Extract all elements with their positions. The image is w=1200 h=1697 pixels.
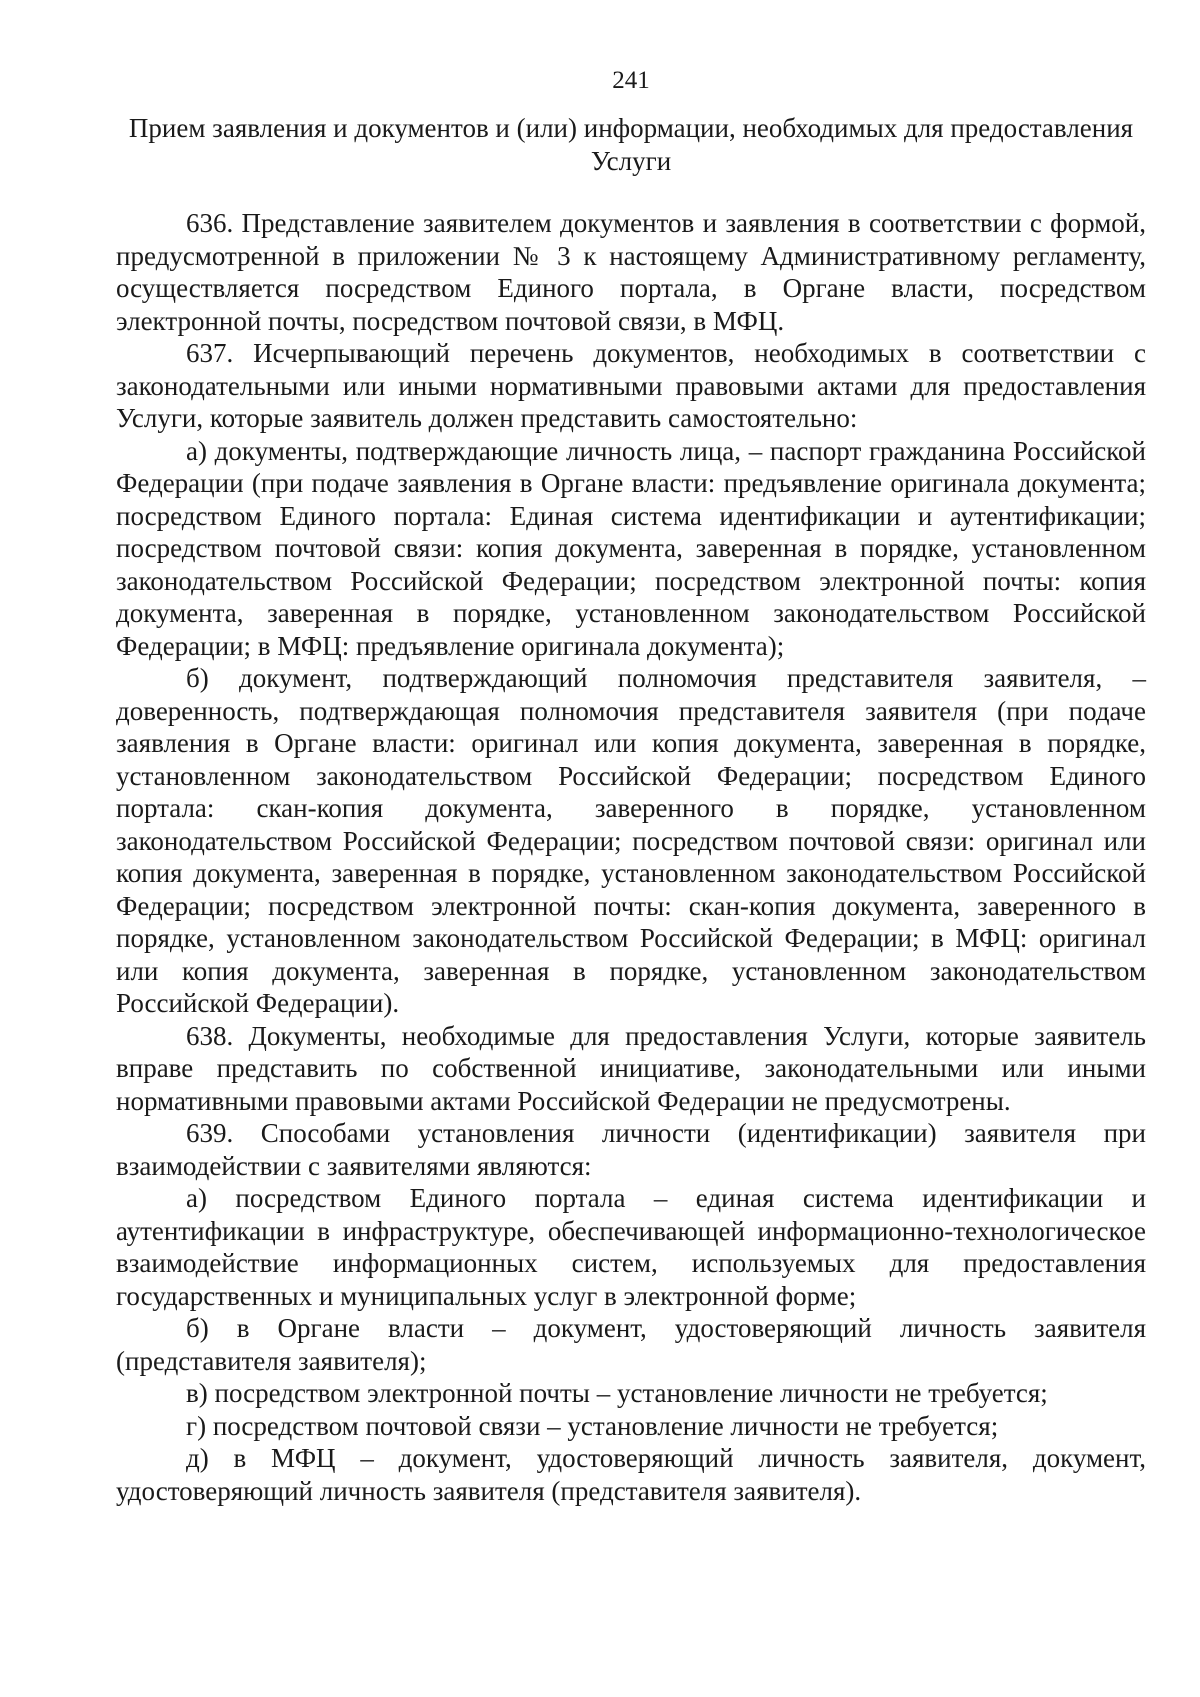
paragraph-639-v: в) посредством электронной почты – установление личности не требуется; bbox=[186, 1378, 1048, 1408]
document-page bbox=[116, 66, 1146, 1507]
paragraph-637: 637. Исчерпывающий перечень документов, необходимых в соответствии с законодательными или иными нормативными правовыми актами для предоставления Услуги, которые заявитель должен представить самостоятельно: bbox=[116, 338, 1146, 433]
paragraph-637-b: б) документ, подтверждающий полномочия представителя заявителя, – доверенность, подтверждающая полномочия представителя заявителя (при подаче заявления в Органе власти: оригинал или копия документа, заверенная в порядке, установленном законодательством Российской Федерации; посредством Единого портала: скан-копия документа, заверенного в порядке, установленном законодательством Российской Федерации; посредством почтовой связи: оригинал или копия документа, заверенная в порядке, установленном законодательством Российской Федерации; посредством электронной почты: скан-копия документа, заверенного в порядке, установленном законодательством Российской Федерации; в МФЦ: оригинал или копия документа, заверенная в порядке, установленном законодательством Российской Федерации). bbox=[116, 663, 1146, 1018]
paragraph-639-b: б) в Органе власти – документ, удостоверяющий личность заявителя (представителя заявителя); bbox=[116, 1313, 1146, 1376]
paragraph-638: 638. Документы, необходимые для предоставления Услуги, которые заявитель вправе представить по собственной инициативе, законодательными или иными нормативными правовыми актами Российской Федерации не предусмотрены. bbox=[116, 1020, 1146, 1116]
paragraph-639-a: а) посредством Единого портала – единая система идентификации и аутентификации в инфраструктуре, обеспечивающей информационно-технологическое взаимодействие информационных систем, используемых для предоставления государственных и муниципальных услуг в электронной форме; bbox=[116, 1183, 1146, 1311]
section-heading: Прием заявления и документов и (или) информации, необходимых для предоставления Услуги bbox=[128, 113, 1134, 176]
paragraph-636: 636. Представление заявителем документов и заявления в соответствии с формой, предусмотренной в приложении № 3 к настоящему Административному регламенту, осуществляется посредством Единого портала, в Органе власти, посредством электронной почты, посредством почтовой связи, в МФЦ. bbox=[116, 208, 1146, 336]
paragraph-639-g: г) посредством почтовой связи – установление личности не требуется; bbox=[186, 1410, 999, 1441]
paragraph-639: 639. Способами установления личности (идентификации) заявителя при взаимодействии с заявителями являются: bbox=[116, 1118, 1146, 1181]
paragraph-639-d: д) в МФЦ – документ, удостоверяющий личность заявителя, документ, удостоверяющий личность заявителя (представителя заявителя). bbox=[116, 1443, 1146, 1506]
page-number: 241 bbox=[612, 67, 650, 94]
paragraph-637-a: а) документы, подтверждающие личность лица, – паспорт гражданина Российской Федерации (при подаче заявления в Органе власти: предъявление оригинала документа; посредством Единого портала: Единая система идентификации и аутентификации; посредством почтовой связи: копия документа, заверенная в порядке, установленном законодательством Российской Федерации; посредством электронной почты: копия документа, заверенная в порядке, установленном законодательством Российской Федерации; в МФЦ: предъявление оригинала документа); bbox=[116, 435, 1146, 661]
